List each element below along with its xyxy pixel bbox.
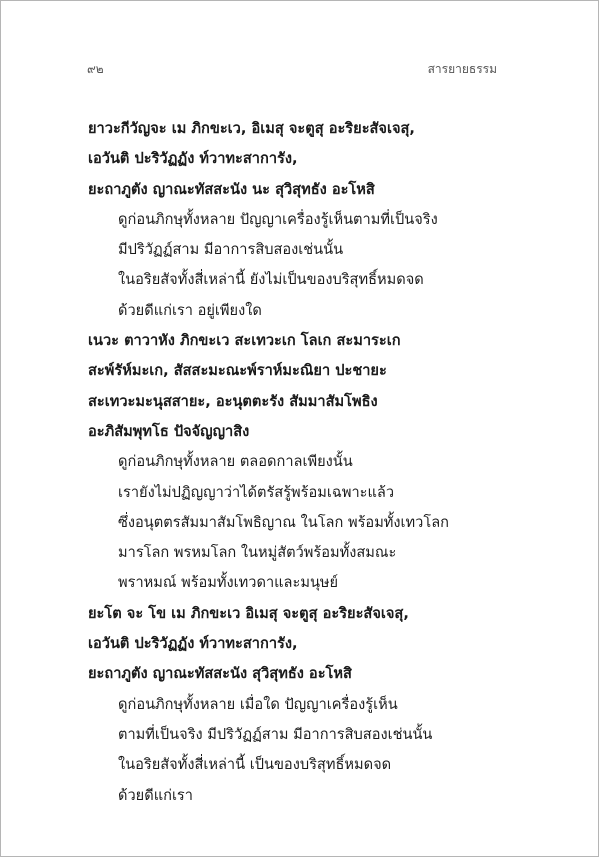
thai-translation-line: ในอริยสัจทั้งสี่เหล่านี้ เป็นของบริสุทธิ์หมดจด (118, 756, 392, 774)
thai-translation-line: ในอริยสัจทั้งสี่เหล่านี้ ยังไม่เป็นของบริสุทธิ์หมดจด (118, 271, 424, 289)
thai-translation-line: ดูก่อนภิกษุทั้งหลาย เมื่อใด ปัญญาเครื่องรู้เห็น (118, 695, 398, 713)
text-body (88, 114, 528, 811)
thai-translation-line: มารโลก พรหมโลก ในหมู่สัตว์พร้อมทั้งสมณะ (118, 544, 397, 562)
pali-verse-line: สะพ์รัห์มะเก, สัสสะมะณะพ์ราห์มะณิยา ปะชายะ (88, 362, 387, 380)
thai-translation-line: ดูก่อนภิกษุทั้งหลาย ปัญญาเครื่องรู้เห็นตามที่เป็นจริง (118, 210, 438, 228)
thai-translation-line: ดูก่อนภิกษุทั้งหลาย ตลอดกาลเพียงนั้น (118, 453, 353, 471)
thai-translation-line: พราหมณ์ พร้อมทั้งเทวดาและมนุษย์ (118, 574, 339, 592)
thai-translation-line: ด้วยดีแก่เรา (118, 786, 193, 804)
pali-verse-line: เนวะ ตาวาหัง ภิกขะเว สะเทวะเก โลเก สะมาระเก (88, 332, 401, 350)
pali-verse-line: เอวันติ ปะริวัฏฏัง ท์วาทะสาการัง, (88, 150, 298, 168)
pali-verse-line: ยะโต จะ โข เม ภิกขะเว อิเมสุ จะตูสุ อะริยะสัจเจสุ, (88, 604, 409, 622)
thai-translation-line: ตามที่เป็นจริง มีปริวัฏฏ์สาม มีอาการสิบสองเช่นนั้น (118, 725, 433, 743)
pali-verse-line: ยาวะกีวัญจะ เม ภิกขะเว, อิเมสุ จะตูสุ อะริยะสัจเจสุ, (88, 120, 415, 137)
pali-verse-line: เอวันติ ปะริวัฏฏัง ท์วาทะสาการัง, (88, 635, 298, 653)
thai-translation-line: ด้วยดีแก่เรา อยู่เพียงใด (118, 301, 262, 319)
pali-verse-line: ยะถาภูตัง ญาณะทัสสะนัง สุวิสุทธัง อะโหสิ (88, 665, 352, 683)
running-title: สารยายธรรม (427, 62, 497, 76)
thai-translation-line: ซึ่งอนุตตรสัมมาสัมโพธิญาณ ในโลก พร้อมทั้งเทวโลก (118, 513, 449, 531)
pali-verse-line: สะเทวะมะนุสสายะ, อะนุตตะรัง สัมมาสัมโพธิง (88, 392, 378, 410)
pali-verse-line: ยะถาภูตัง ญาณะทัสสะนัง นะ สุวิสุทธัง อะโหสิ (88, 180, 375, 198)
thai-translation-line: มีปริวัฏฏ์สาม มีอาการสิบสองเช่นนั้น (118, 241, 344, 259)
thai-translation-line: เรายังไม่ปฏิญญาว่าได้ตรัสรู้พร้อมเฉพาะแล้ว (118, 483, 395, 501)
pali-verse-line: อะภิสัมพุทโธ ปัจจัญญาสิง (88, 422, 250, 440)
page-number: ๙๒ (87, 62, 104, 76)
